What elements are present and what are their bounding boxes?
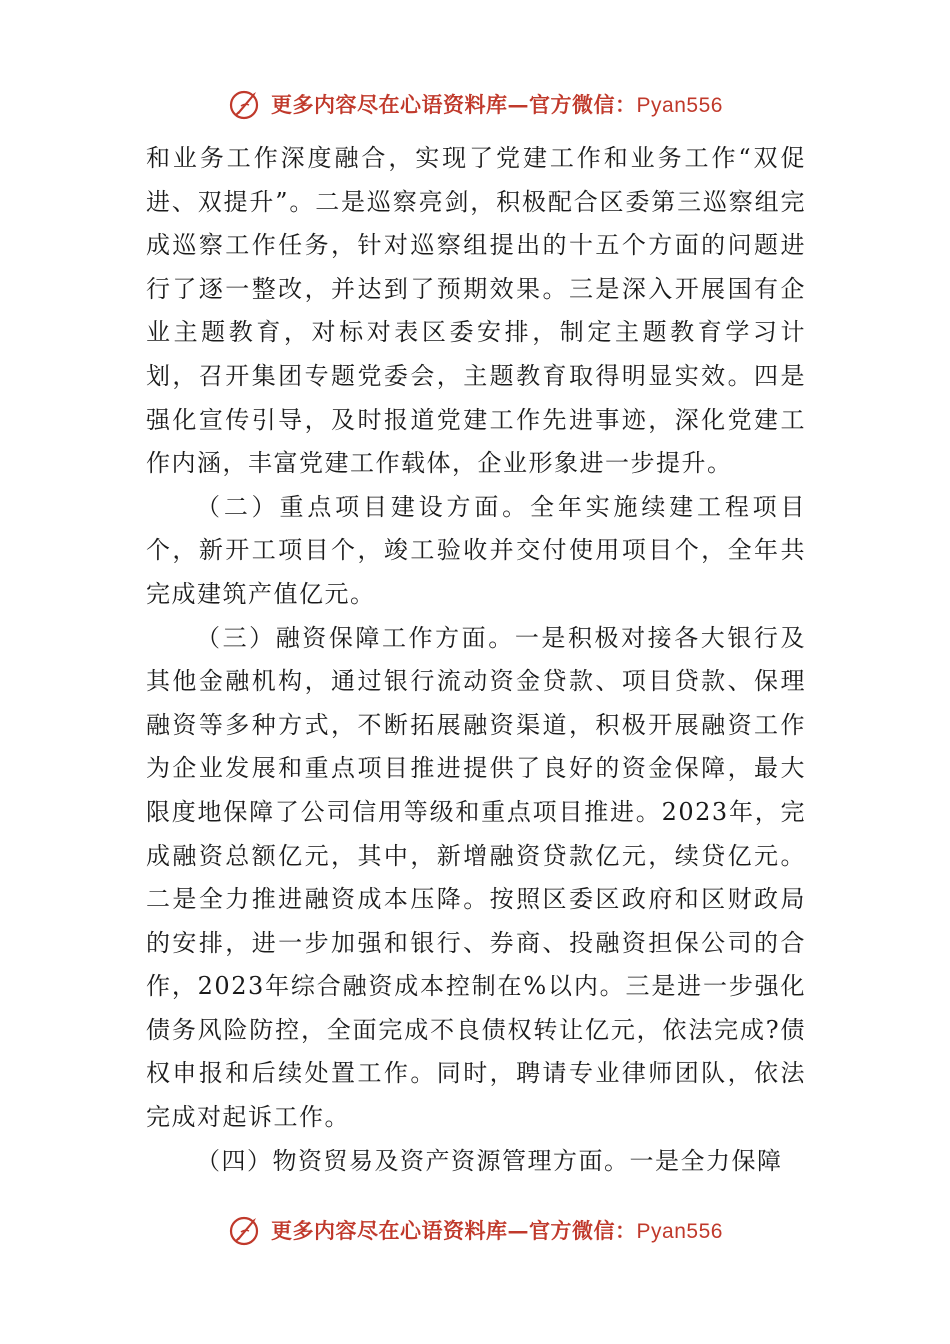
header-wechat-id: Pyan556 xyxy=(636,94,723,117)
paragraph-materials-trade: （四）物资贸易及资产资源管理方面。一是全力保障 xyxy=(196,1146,783,1175)
paragraph-key-projects: （二）重点项目建设方面。全年实施续建工程项目个，新开工项目个，竣工验收并交付使用项目个，全年共完成建筑产值亿元。 xyxy=(146,492,806,608)
header-banner xyxy=(0,84,950,124)
footer-banner-text: 更多内容尽在心语资料库—官方微信：Pyan556 xyxy=(271,1218,723,1243)
footer-wechat-id: Pyan556 xyxy=(636,1220,723,1243)
paragraph-continuation: 和业务工作深度融合，实现了党建工作和业务工作“双促进、双提升”。二是巡察亮剑，积极配合区委第三巡察组完成巡察工作任务，针对巡察组提出的十五个方面的问题进行了逐一整改，并达到了预期效果。三是深入开展国有企业主题教育，对标对表区委安排，制定主题教育学习计划，召开集团专题党委会，主题教育取得明显实效。四是强化宣传引导，及时报道党建工作先进事迹，深化党建工作内涵，丰富党建工作载体，企业形象进一步提升。 xyxy=(146,144,806,478)
paragraph-financing: （三）融资保障工作方面。一是积极对接各大银行及其他金融机构，通过银行流动资金贷款、项目贷款、保理融资等多种方式，不断拓展融资渠道，积极开展融资工作为企业发展和重点项目推进提供了良好的资金保障，最大限度地保障了公司信用等级和重点项目推进。2023年，完成融资总额亿元，其中，新增融资贷款亿元，续贷亿元。二是全力推进融资成本压降。按照区委区政府和区财政局的安排，进一步加强和银行、券商、投融资担保公司的合作，2023年综合融资成本控制在%以内。三是进一步强化债务风险防控，全面完成不良债权转让亿元，依法完成?债权申报和后续处置工作。同时，聘请专业律师团队，依法完成对起诉工作。 xyxy=(146,623,806,1132)
quill-pen-logo-icon xyxy=(227,86,263,122)
header-banner-text: 更多内容尽在心语资料库—官方微信：Pyan556 xyxy=(271,92,723,117)
document-body xyxy=(146,137,806,1183)
quill-pen-logo-icon xyxy=(227,1212,263,1248)
footer-banner xyxy=(0,1210,950,1250)
